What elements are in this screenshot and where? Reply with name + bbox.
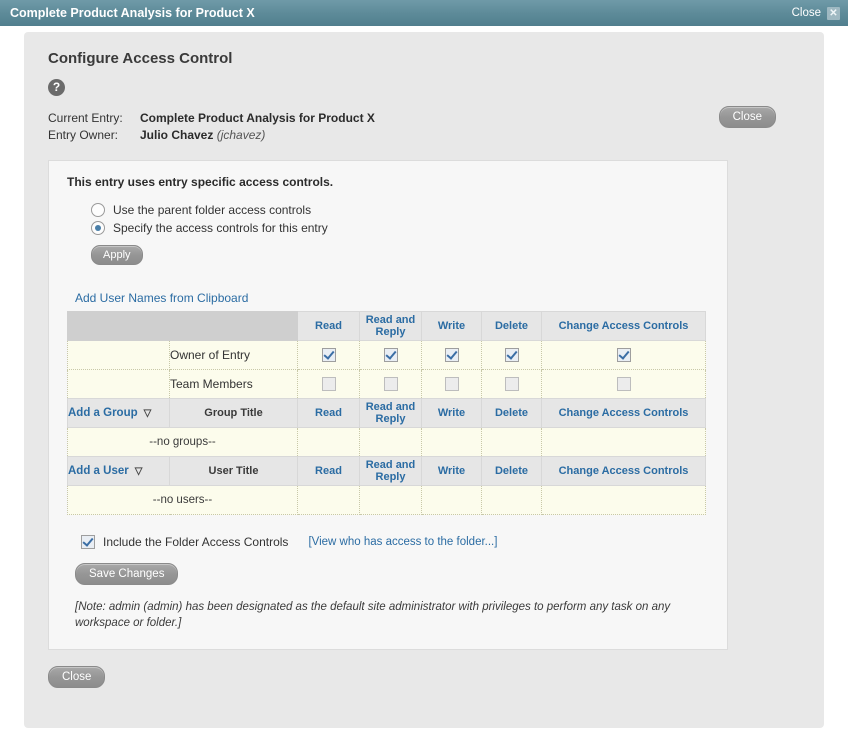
owner-change-access-cell[interactable]	[542, 341, 706, 370]
group-empty-change-access	[542, 428, 706, 457]
save-changes-wrap	[75, 563, 709, 585]
radio-option-parent[interactable]	[91, 203, 709, 217]
header-blank-cell	[68, 312, 298, 341]
radio-parent-label: Use the parent folder access controls	[113, 203, 312, 217]
checkbox-owner-delete[interactable]	[505, 348, 519, 362]
include-folder-access-label: Include the Folder Access Controls	[103, 535, 289, 549]
apply-button-wrap	[91, 245, 709, 265]
team-write-cell[interactable]	[422, 370, 482, 399]
add-a-user-button[interactable]	[68, 457, 170, 486]
entry-info	[48, 110, 800, 144]
team-read-reply-cell[interactable]	[360, 370, 422, 399]
window-close-group[interactable]	[792, 7, 840, 20]
access-control-table	[67, 311, 706, 515]
add-a-group-label[interactable]: Add a Group	[68, 407, 138, 419]
user-write-header: Write	[422, 457, 482, 486]
user-read-reply-header: Read and Reply	[360, 457, 422, 486]
checkbox-team-change-access-controls[interactable]	[617, 377, 631, 391]
user-empty-read-reply	[360, 486, 422, 515]
access-heading: This entry uses entry specific access controls.	[67, 175, 334, 189]
page-content	[48, 50, 800, 688]
entry-owner-value	[140, 127, 265, 144]
close-top-button[interactable]: Close	[719, 106, 776, 128]
chevron-down-icon[interactable]: ▽	[134, 466, 143, 477]
owner-read-reply-cell[interactable]	[360, 341, 422, 370]
group-empty-read	[298, 428, 360, 457]
group-title-header: Group Title	[170, 399, 298, 428]
page-body	[0, 26, 848, 734]
owner-of-entry-label: Owner of Entry	[170, 341, 298, 370]
checkbox-owner-read-and-reply[interactable]	[384, 348, 398, 362]
checkbox-owner-write[interactable]	[445, 348, 459, 362]
entry-owner-userid: (jchavez)	[216, 128, 266, 142]
close-icon[interactable]: ✕	[827, 7, 840, 20]
include-folder-access-row[interactable]	[81, 535, 709, 549]
header-read-and-reply: Read and Reply	[360, 312, 422, 341]
user-empty-read	[298, 486, 360, 515]
table-row	[68, 370, 706, 399]
help-icon[interactable]: ?	[48, 79, 65, 96]
radio-specific-label: Specify the access controls for this entry	[113, 221, 328, 235]
window-title: Complete Product Analysis for Product X	[10, 6, 255, 20]
owner-read-cell[interactable]	[298, 341, 360, 370]
access-control-box	[48, 160, 728, 650]
user-delete-header: Delete	[482, 457, 542, 486]
group-change-access-header: Change Access Controls	[542, 399, 706, 428]
entry-owner-name: Julio Chavez	[140, 128, 214, 142]
entry-owner-row	[48, 127, 800, 144]
radio-parent-icon[interactable]	[91, 203, 105, 217]
user-empty-write	[422, 486, 482, 515]
current-entry-row	[48, 110, 800, 127]
checkbox-team-delete[interactable]	[505, 377, 519, 391]
entry-owner-label: Entry Owner:	[48, 128, 119, 142]
table-header-row	[68, 312, 706, 341]
no-users-text: --no users--	[68, 486, 298, 515]
group-empty-delete	[482, 428, 542, 457]
view-folder-access-link[interactable]: [View who has access to the folder...]	[308, 536, 498, 548]
window-titlebar	[0, 0, 848, 26]
header-delete: Delete	[482, 312, 542, 341]
close-bottom-wrap	[48, 666, 800, 688]
group-empty-write	[422, 428, 482, 457]
checkbox-owner-change-access-controls[interactable]	[617, 348, 631, 362]
user-empty-change-access	[542, 486, 706, 515]
window-close-label[interactable]: Close	[791, 7, 821, 19]
apply-button[interactable]: Apply	[91, 245, 143, 265]
group-section-header-row	[68, 399, 706, 428]
checkbox-team-read[interactable]	[322, 377, 336, 391]
user-change-access-header: Change Access Controls	[542, 457, 706, 486]
checkbox-team-write[interactable]	[445, 377, 459, 391]
owner-delete-cell[interactable]	[482, 341, 542, 370]
add-a-user-label[interactable]: Add a User	[68, 465, 129, 477]
no-groups-text: --no groups--	[68, 428, 298, 457]
checkbox-team-read-and-reply[interactable]	[384, 377, 398, 391]
team-row-spacer	[68, 370, 170, 399]
add-a-group-button[interactable]	[68, 399, 170, 428]
current-entry-label: Current Entry:	[48, 111, 123, 125]
group-write-header: Write	[422, 399, 482, 428]
group-delete-header: Delete	[482, 399, 542, 428]
user-empty-row	[68, 486, 706, 515]
owner-write-cell[interactable]	[422, 341, 482, 370]
user-empty-delete	[482, 486, 542, 515]
current-entry-value: Complete Product Analysis for Product X	[140, 111, 375, 125]
chevron-down-icon[interactable]: ▽	[143, 408, 152, 419]
close-bottom-button[interactable]: Close	[48, 666, 105, 688]
header-read: Read	[298, 312, 360, 341]
team-read-cell[interactable]	[298, 370, 360, 399]
checkbox-include-folder-access-controls[interactable]	[81, 535, 95, 549]
group-empty-read-reply	[360, 428, 422, 457]
group-read-reply-header: Read and Reply	[360, 399, 422, 428]
header-change-access-controls: Change Access Controls	[542, 312, 706, 341]
radio-option-specific[interactable]	[91, 221, 709, 235]
user-read-header: Read	[298, 457, 360, 486]
group-read-header: Read	[298, 399, 360, 428]
group-empty-row	[68, 428, 706, 457]
team-change-access-cell[interactable]	[542, 370, 706, 399]
save-changes-button[interactable]: Save Changes	[75, 563, 178, 585]
admin-note: [Note: admin (admin) has been designated as the default site administrator with privileges to perform any task on any workspace or folder.]	[75, 601, 671, 629]
owner-row-spacer	[68, 341, 170, 370]
add-user-names-from-clipboard-link[interactable]: Add User Names from Clipboard	[75, 291, 249, 305]
team-delete-cell[interactable]	[482, 370, 542, 399]
radio-specific-icon[interactable]	[91, 221, 105, 235]
checkbox-owner-read[interactable]	[322, 348, 336, 362]
user-section-header-row	[68, 457, 706, 486]
user-title-header: User Title	[170, 457, 298, 486]
team-members-label: Team Members	[170, 370, 298, 399]
table-row	[68, 341, 706, 370]
header-write: Write	[422, 312, 482, 341]
page-title: Configure Access Control	[48, 50, 233, 67]
